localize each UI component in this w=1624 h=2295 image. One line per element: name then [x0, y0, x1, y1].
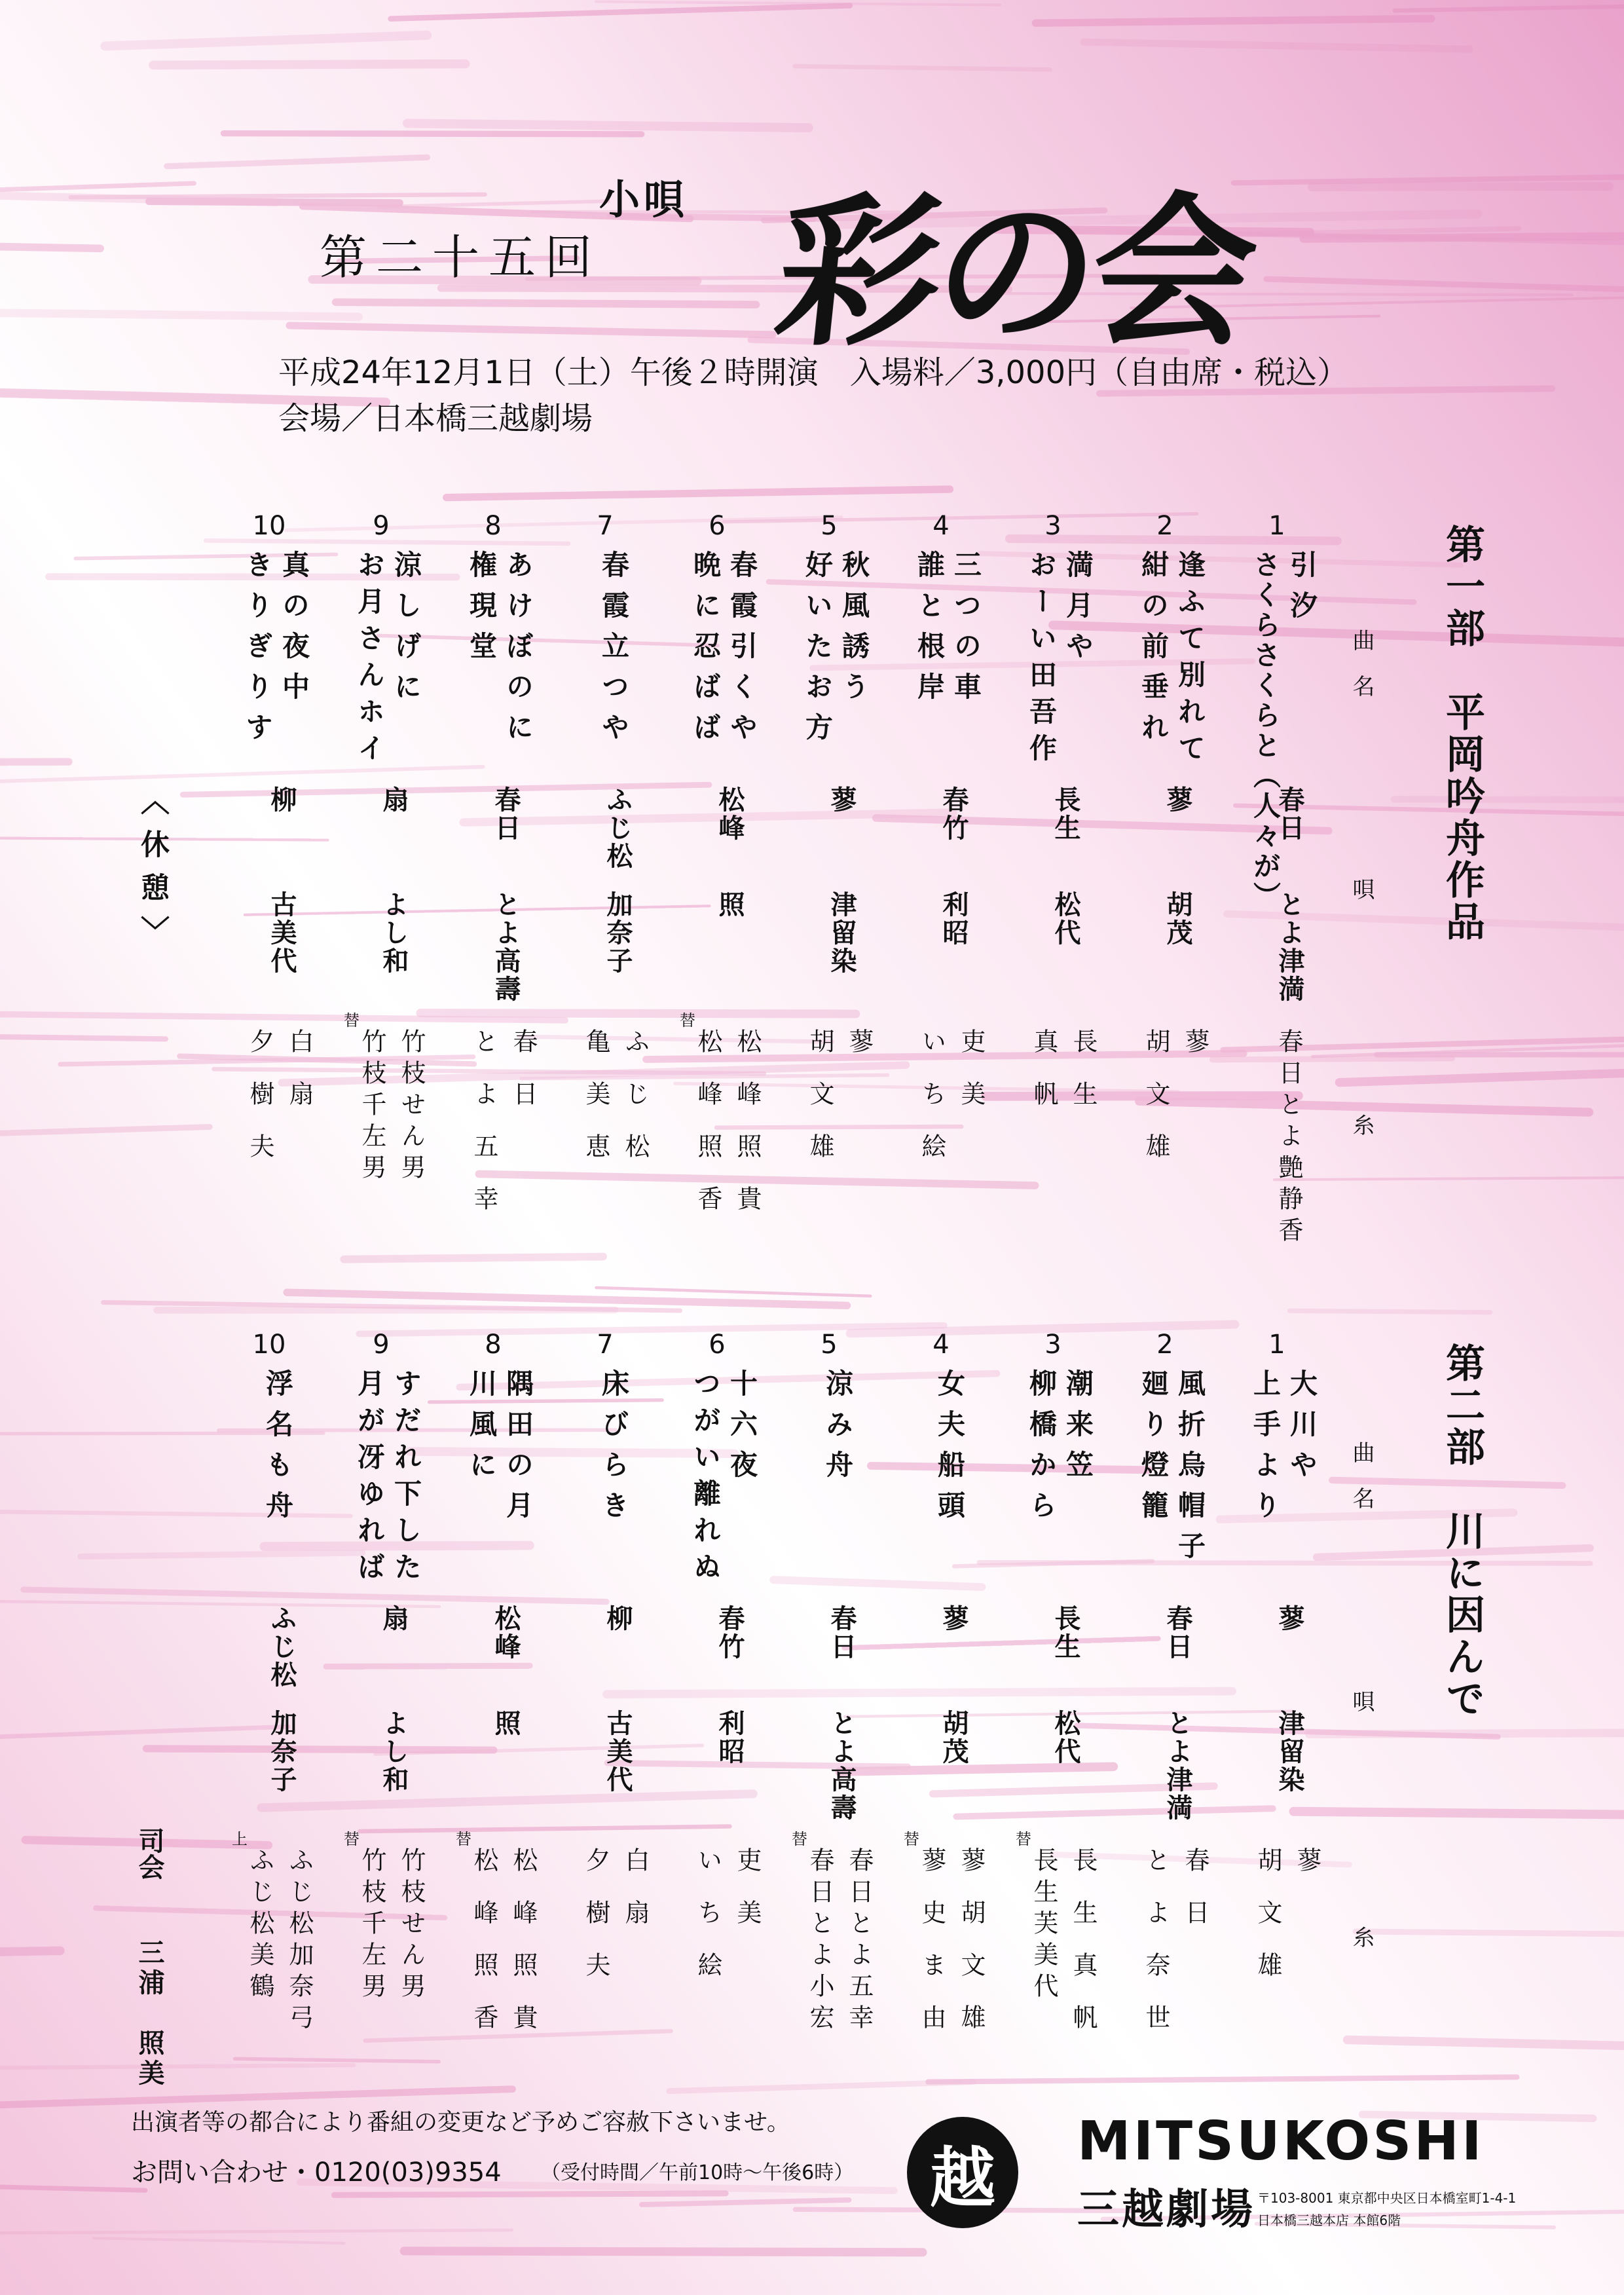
substitute-mark: 替: [344, 1830, 360, 1848]
part2-singer-header: 唄: [1348, 1690, 1375, 1712]
substitute-mark: 替: [456, 1830, 471, 1848]
item-number: 2: [1156, 1330, 1173, 1360]
company-name: MITSUKOSHI: [1077, 2110, 1485, 2173]
singer-school: 柳: [602, 1605, 633, 1633]
date-line: 平成24年12月1日（土）午後２時開演 入場料／3,000円（自由席・税込）: [278, 354, 1349, 391]
shamisen-player: 夕樹夫: [246, 1028, 274, 1185]
singer-name: とよ高壽: [826, 1709, 857, 1822]
shamisen-player: 春日とよ五幸: [845, 1847, 874, 2036]
shamisen-player: 白扇: [285, 1028, 314, 1133]
song-title: 三つの車: [950, 550, 982, 713]
intermission: 〈休憩〉: [136, 786, 169, 959]
shamisen-player: 竹枝千左男: [358, 1847, 386, 2004]
item-number: 8: [485, 1330, 502, 1360]
song-title: すだれ下した: [390, 1369, 422, 1589]
shamisen-player: いち絵: [693, 1847, 722, 2004]
song-title: きりぎりす: [242, 550, 274, 753]
shamisen-player: 春日: [1181, 1847, 1209, 1952]
singer-school: 扇: [378, 1605, 409, 1633]
singer-name: 照: [490, 1709, 521, 1738]
song-title: 廻り燈籠: [1137, 1369, 1170, 1531]
shamisen-player: 胡文雄: [1253, 1847, 1282, 2004]
footer-contact-hours: （受付時間／午前10時〜午後6時）: [541, 2161, 854, 2184]
item-number: 1: [1268, 1330, 1285, 1360]
singer-school: 長生: [1050, 786, 1081, 842]
mitsukoshi-logo: 越: [907, 2117, 1018, 2228]
singer-name: とよ高壽: [490, 891, 521, 1003]
substitute-mark: 替: [904, 1830, 919, 1848]
singer-school: 蓼: [1162, 786, 1193, 814]
address-line-2: 日本橋三越本店 本館6階: [1257, 2212, 1401, 2228]
genre-label: 小唄: [599, 176, 689, 223]
shamisen-player: 竹枝せん男: [397, 1847, 426, 2004]
part1-song-header: 曲名: [1348, 629, 1375, 720]
singer-school: 春日: [1162, 1605, 1193, 1661]
edition-number: 第二十五回: [320, 230, 602, 285]
substitute-mark: 替: [792, 1830, 807, 1848]
singer-name: 照: [714, 891, 745, 919]
part2-title: 第二部 川に因んで: [1439, 1343, 1485, 1720]
song-title: つがい離れぬ: [690, 1369, 722, 1589]
singer-school: 春竹: [714, 1605, 745, 1661]
item-number: 7: [597, 1330, 614, 1360]
song-title: 引汐: [1286, 550, 1318, 631]
theater-name: 三越劇場: [1077, 2186, 1255, 2234]
item-number: 8: [485, 511, 502, 541]
singer-name: 津留染: [1274, 1709, 1305, 1794]
shamisen-player: 吏美: [733, 1847, 762, 1952]
song-title: 床びらき: [598, 1369, 630, 1531]
address-line-1: 〒103-8001 東京都中央区日本橋室町1-4-1: [1257, 2190, 1517, 2206]
footer-notice: 出演者等の都合により番組の変更など予めご容赦下さいませ。: [131, 2109, 790, 2136]
item-number: 4: [932, 1330, 950, 1360]
singer-name: 加奈子: [267, 1709, 297, 1794]
song-title: 川風に: [466, 1369, 498, 1491]
substitute-mark: 替: [680, 1011, 695, 1030]
singer-school: 春日: [826, 1605, 857, 1661]
shamisen-player: ふじ松加奈弓: [285, 1847, 314, 2036]
singer-name: とよ津満: [1162, 1709, 1193, 1822]
song-title: 月が冴ゆれば: [354, 1369, 386, 1589]
part1-shamisen-header: 糸: [1348, 1113, 1375, 1136]
singer-school: ふじ松: [267, 1605, 297, 1689]
item-number: 3: [1044, 511, 1061, 541]
item-number: 1: [1268, 511, 1285, 541]
shamisen-player: ふじ松美鶴: [246, 1847, 274, 2004]
shamisen-player: 胡文雄: [805, 1028, 834, 1185]
shamisen-player: いち絵: [917, 1028, 946, 1185]
song-title: お月さんホイ: [354, 550, 386, 770]
item-number: 2: [1156, 511, 1173, 541]
singer-school: 春日: [1274, 786, 1305, 842]
singer-name: とよ津満: [1274, 891, 1305, 1003]
item-number: 6: [709, 511, 726, 541]
singer-name: 松代: [1050, 1709, 1081, 1766]
shamisen-player: とよ奈世: [1141, 1847, 1170, 2057]
item-number: 5: [821, 511, 838, 541]
venue-line: 会場／日本橋三越劇場: [278, 400, 593, 437]
shamisen-player: 春日とよ艶静香: [1274, 1028, 1303, 1248]
singer-name: よし和: [378, 891, 409, 975]
item-number: 6: [709, 1330, 726, 1360]
singer-school: 松峰: [490, 1605, 521, 1661]
shamisen-player: とよ五幸: [470, 1028, 498, 1238]
shamisen-player: ふじ松: [621, 1028, 650, 1185]
part2-song-header: 曲名: [1348, 1441, 1375, 1533]
song-title: 浮名も舟: [262, 1369, 294, 1531]
shamisen-player: 長生芙美代: [1029, 1847, 1058, 2004]
song-title: 上手より: [1249, 1369, 1282, 1531]
song-title: 好いたお方: [802, 550, 834, 753]
shamisen-player: 松峰照香: [693, 1028, 722, 1238]
item-number: 3: [1044, 1330, 1061, 1360]
song-title: 隅田の月: [502, 1369, 534, 1531]
song-title: 大川や: [1286, 1369, 1318, 1491]
shamisen-player: 長生真帆: [1069, 1847, 1098, 2057]
singer-name: 古美代: [602, 1709, 633, 1794]
song-title: 女夫船頭: [934, 1369, 966, 1531]
shamisen-player: 蓼史ま由: [917, 1847, 946, 2057]
singer-name: 津留染: [826, 891, 857, 975]
shamisen-player: 夕樹夫: [581, 1847, 610, 2004]
singer-name: 古美代: [267, 891, 297, 975]
singer-school: 蓼: [1274, 1605, 1305, 1633]
singer-school: 松峰: [714, 786, 745, 842]
shamisen-player: 蓼: [1293, 1847, 1321, 1899]
substitute-mark: 替: [344, 1011, 360, 1030]
song-title: 潮来笠: [1062, 1369, 1094, 1491]
item-number: 7: [597, 511, 614, 541]
item-number: 9: [373, 511, 390, 541]
shamisen-player: 松峰照貴: [509, 1847, 538, 2057]
singer-name: 胡茂: [938, 1709, 969, 1766]
singer-school: 柳: [267, 786, 297, 814]
part1-title: 第一部 平岡吟舟作品: [1439, 524, 1485, 943]
shamisen-player: 竹枝千左男: [358, 1028, 386, 1185]
song-title: 権現堂: [466, 550, 498, 672]
singer-name: よし和: [378, 1709, 409, 1794]
shamisen-player: 蓼: [1181, 1028, 1209, 1081]
song-title: おーい田吾作: [1025, 550, 1058, 770]
singer-name: 利昭: [714, 1709, 745, 1766]
event-logo: 彩の会: [767, 176, 1260, 368]
singer-name: 胡茂: [1162, 891, 1193, 947]
shamisen-player: 亀美恵: [581, 1028, 610, 1185]
shamisen-player: 蓼胡文雄: [957, 1847, 986, 2057]
shamisen-player: 白扇: [621, 1847, 650, 1952]
item-number: 5: [821, 1330, 838, 1360]
shamisen-player: 松峰照貴: [733, 1028, 762, 1238]
footer-contact: お問い合わせ・0120(03)9354: [131, 2157, 502, 2188]
singer-name: 加奈子: [602, 891, 633, 975]
singer-school: 蓼: [938, 1605, 969, 1633]
song-title: 満月や: [1062, 550, 1094, 672]
shamisen-player: 春日とよ小宏: [805, 1847, 834, 2036]
singer-name: 利昭: [938, 891, 969, 947]
shamisen-player: 蓼: [845, 1028, 874, 1081]
song-title: 柳橋から: [1025, 1369, 1058, 1531]
shamisen-player: 吏美: [957, 1028, 986, 1133]
item-number: 10: [252, 511, 286, 541]
singer-school: 扇: [378, 786, 409, 814]
shamisen-player: 春日: [509, 1028, 538, 1133]
part1-singer-header: 唄: [1348, 878, 1375, 900]
singer-school: ふじ松: [602, 786, 633, 870]
mc-name: 三浦 照美: [134, 1939, 165, 2089]
shamisen-player: 真帆: [1029, 1028, 1058, 1133]
song-title: 涼しげに: [390, 550, 422, 713]
song-title: 涼み舟: [822, 1369, 854, 1491]
song-title: 紺の前垂れ: [1137, 550, 1170, 753]
item-number: 9: [373, 1330, 390, 1360]
singer-name: 松代: [1050, 891, 1081, 947]
singer-school: 長生: [1050, 1605, 1081, 1661]
singer-school: 蓼: [826, 786, 857, 814]
song-title: 十六夜: [726, 1369, 758, 1491]
substitute-mark: 上: [232, 1830, 248, 1848]
shamisen-player: 胡文雄: [1141, 1028, 1170, 1185]
song-title: 秋風誘う: [838, 550, 870, 713]
mc-label: 司会: [134, 1827, 165, 1880]
song-title: 誰と根岸: [913, 550, 946, 713]
song-title: 風折烏帽子: [1174, 1369, 1206, 1572]
song-title: 晩に忍ばば: [690, 550, 722, 753]
substitute-mark: 替: [1016, 1830, 1031, 1848]
singer-school: 春竹: [938, 786, 969, 842]
song-title: さくらさくらと（人々が）: [1249, 550, 1282, 912]
song-title: 真の夜中: [278, 550, 310, 713]
song-title: 春霞立つや: [598, 550, 630, 753]
shamisen-player: 松峰照香: [470, 1847, 498, 2057]
singer-school: 春日: [490, 786, 521, 842]
song-title: 春霞引くや: [726, 550, 758, 753]
item-number: 4: [932, 511, 950, 541]
item-number: 10: [252, 1330, 286, 1360]
song-title: 逢ふて別れて: [1174, 550, 1206, 770]
song-title: あけぼのに: [502, 550, 534, 753]
shamisen-player: 長生: [1069, 1028, 1098, 1133]
shamisen-player: 竹枝せん男: [397, 1028, 426, 1185]
part2-shamisen-header: 糸: [1348, 1926, 1375, 1948]
